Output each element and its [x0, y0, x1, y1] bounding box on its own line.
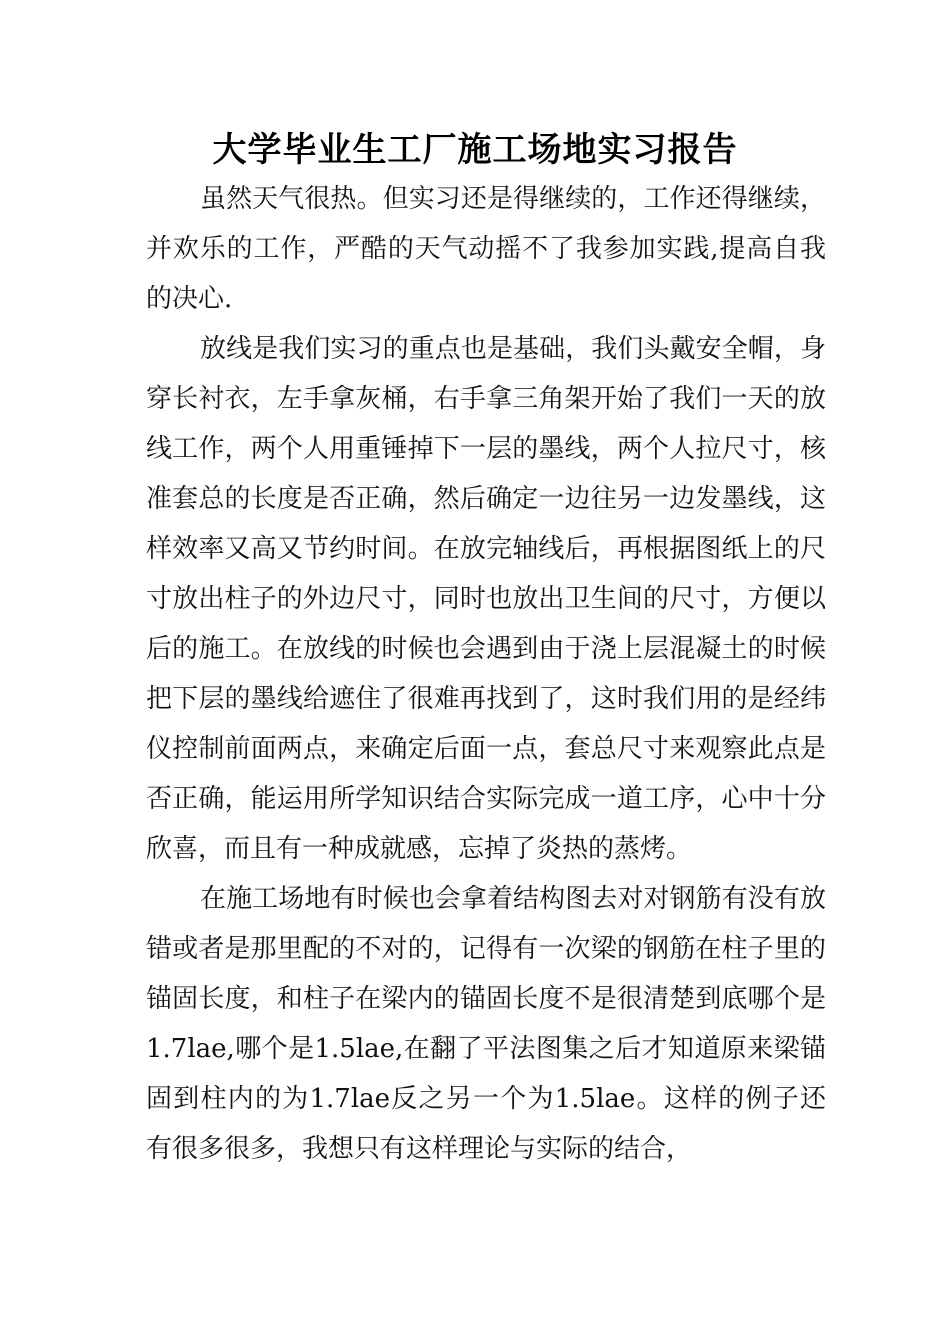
paragraph-1: 虽然天气很热。但实习还是得继续的，工作还得继续，并欢乐的工作，严酷的天气动摇不了我参加实践,提高自我的决心. [146, 184, 826, 314]
paragraph-3: 在施工场地有时候也会拿着结构图去对对钢筋有没有放错或者是那里配的不对的，记得有一次梁的钢筋在柱子里的锚固长度，和柱子在梁内的锚固长度不是很清楚到底哪个是1.7lae,哪个是1.5lae,在翻了平法图集之后才知道原来梁锚固到柱内的为1.7lae反之另一个为1.5lae。这样的例子还有很多很多，我想只有这样理论与实际的结合， [146, 884, 826, 1164]
paragraph-2: 放线是我们实习的重点也是基础，我们头戴安全帽，身穿长衬衣，左手拿灰桶，右手拿三角架开始了我们一天的放线工作，两个人用重锤掉下一层的墨线，两个人拉尺寸，核准套总的长度是否正确，然后确定一边往另一边发墨线，这样效率又高又节约时间。在放完轴线后，再根据图纸上的尺寸放出柱子的外边尺寸，同时也放出卫生间的尺寸，方便以后的施工。在放线的时候也会遇到由于浇上层混凝土的时候把下层的墨线给遮住了很难再找到了，这时我们用的是经纬仪控制前面两点，来确定后面一点，套总尺寸来观察此点是否正确，能运用所学知识结合实际完成一道工序，心中十分欣喜，而且有一种成就感，忘掉了炎热的蒸烤。 [146, 334, 826, 864]
document-body [146, 174, 826, 1174]
document-title: 大学毕业生工厂施工场地实习报告 [212, 130, 738, 170]
